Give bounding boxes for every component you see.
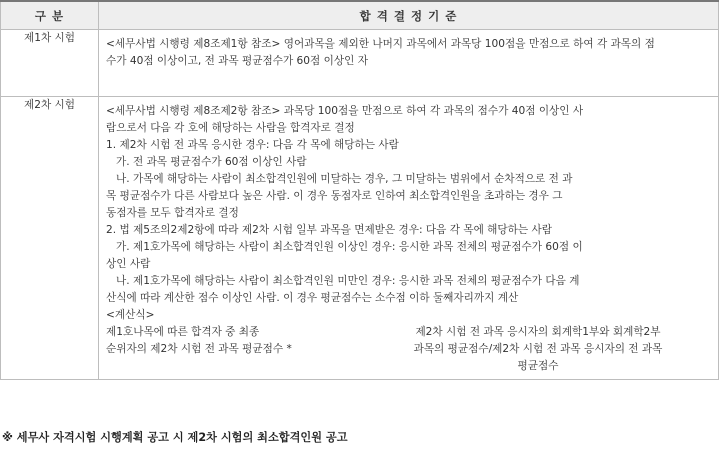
second-exam-label: 제2차 시험 [1, 97, 99, 380]
formula-line: 과목의 평균점수/제2차 시험 전 과목 응시자의 전 과목 [413, 343, 663, 355]
criteria-line: <세무사법 시행령 제8조제1항 참조> 영어과목을 제외한 나머지 과목에서 과목당 100점을 만점으로 하여 각 과목의 점 [106, 38, 655, 50]
criteria-line: <계산식> [106, 309, 155, 321]
criteria-line: 동점자를 모두 합격자로 결정 [106, 207, 239, 219]
criteria-line: 목 평균점수가 다른 사람보다 높은 사람. 이 경우 동점자로 인하여 최소합격인원을 초과하는 경우 그 [106, 190, 563, 202]
header-category: 구 분 [1, 1, 99, 30]
table-row-second-exam [1, 97, 719, 380]
table-row-first-exam [1, 30, 719, 97]
first-exam-criteria [99, 30, 719, 97]
criteria-line: 산식에 따라 계산한 점수 이상인 사람. 이 경우 평균점수는 소수점 이하 둘째자리까지 계산 [106, 292, 519, 304]
formula-right [368, 324, 708, 375]
formula-line: 평균점수 [517, 360, 559, 372]
footnote: ※ 세무사 자격시험 시행계획 공고 시 제2차 시험의 최소합격인원 공고 [2, 431, 348, 444]
criteria-line: 가. 전 과목 평균점수가 60점 이상인 사람 [116, 156, 307, 168]
criteria-line: 상인 사람 [106, 258, 151, 270]
header-criteria: 합 격 결 정 기 준 [99, 1, 719, 30]
first-exam-label: 제1차 시험 [1, 30, 99, 97]
formula-line: 제1호나목에 따른 합격자 중 최종 [106, 326, 260, 338]
formula-line: 순위자의 제2차 시험 전 과목 평균점수 * [106, 343, 292, 355]
criteria-line: 람으로서 다음 각 호에 해당하는 사람을 합격자로 결정 [106, 122, 355, 134]
criteria-line: 1. 제2차 시험 전 과목 응시한 경우: 다음 각 목에 해당하는 사람 [106, 139, 399, 151]
second-exam-criteria [99, 97, 719, 380]
criteria-line: 가. 제1호가목에 해당하는 사람이 최소합격인원 이상인 경우: 응시한 과목 전체의 평균점수가 60점 이 [116, 241, 583, 253]
formula-line: 제2차 시험 전 과목 응시자의 회계학1부와 회계학2부 [415, 326, 661, 338]
criteria-line: 나. 제1호가목에 해당하는 사람이 최소합격인원 미만인 경우: 응시한 과목 전체의 평균점수가 다음 계 [116, 275, 580, 287]
criteria-line: 나. 가목에 해당하는 사람이 최소합격인원에 미달하는 경우, 그 미달하는 범위에서 순차적으로 전 과 [116, 173, 573, 185]
table-header-row [1, 1, 719, 30]
criteria-line: 수가 40점 이상이고, 전 과목 평균점수가 60점 이상인 자 [106, 55, 368, 67]
formula-left [106, 324, 356, 358]
criteria-line: <세무사법 시행령 제8조제2항 참조> 과목당 100점을 만점으로 하여 각 과목의 점수가 40점 이상인 사 [106, 105, 584, 117]
calculation-formula [106, 324, 712, 375]
criteria-line: 2. 법 제5조의2제2항에 따라 제2차 시험 일부 과목을 면제받은 경우: 다음 각 목에 해당하는 사람 [106, 224, 552, 236]
